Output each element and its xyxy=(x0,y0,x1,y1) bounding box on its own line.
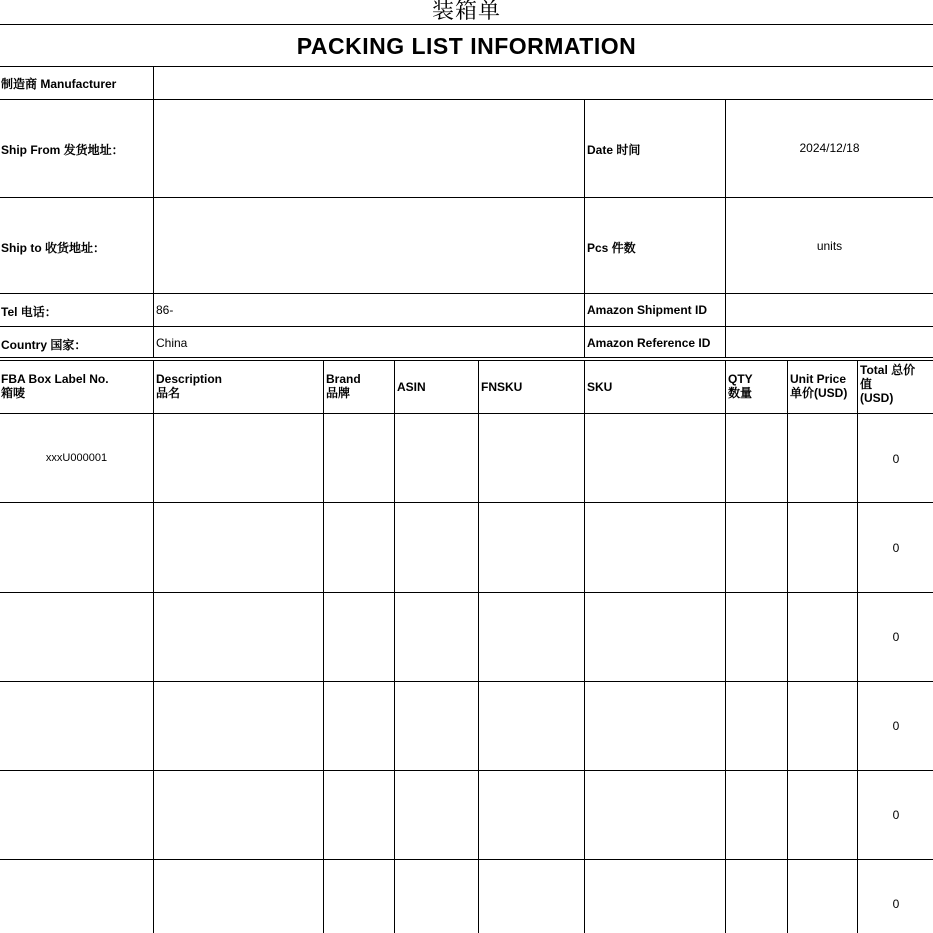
grid-line xyxy=(153,360,154,933)
col-total-en: Total 总价 xyxy=(860,363,916,377)
shipment-id-label: Amazon Shipment ID xyxy=(587,303,708,317)
col-description-header xyxy=(156,372,222,400)
col-description-en: Description xyxy=(156,372,223,386)
col-asin-header: ASIN xyxy=(397,380,426,394)
grid-line xyxy=(394,360,395,933)
grid-line xyxy=(153,66,154,357)
col-unit-price-header xyxy=(790,372,847,400)
date-label: Date 时间 xyxy=(587,143,641,157)
row-5-total: 0 xyxy=(892,808,900,822)
grid-line xyxy=(787,360,788,933)
grid-line xyxy=(0,592,933,593)
col-brand-cn: 品牌 xyxy=(326,386,351,400)
grid-line xyxy=(857,360,858,933)
col-unit-price-cn: 单价(USD) xyxy=(790,386,848,400)
grid-line xyxy=(0,502,933,503)
grid-line xyxy=(0,770,933,771)
tel-label: Tel 电话： xyxy=(1,305,57,319)
grid-line xyxy=(584,360,585,933)
grid-line xyxy=(323,360,324,933)
grid-line xyxy=(0,99,933,100)
grid-line xyxy=(0,413,933,414)
tel-value: 86- xyxy=(156,303,174,317)
grid-line xyxy=(0,681,933,682)
row-1-total: 0 xyxy=(892,452,900,466)
reference-id-label: Amazon Reference ID xyxy=(587,336,711,350)
col-qty-header xyxy=(728,372,753,400)
ship-to-label: Ship to 收货地址： xyxy=(1,241,105,255)
col-fnsku-header: FNSKU xyxy=(481,380,523,394)
date-value: 2024/12/18 xyxy=(799,141,860,155)
col-box-label-en: FBA Box Label No. xyxy=(1,372,109,386)
grid-line xyxy=(0,859,933,860)
row-3-total: 0 xyxy=(892,630,900,644)
col-sku-header: SKU xyxy=(587,380,613,394)
col-total-header xyxy=(860,363,915,405)
row-2-total: 0 xyxy=(892,541,900,555)
col-total-unit: (USD) xyxy=(860,391,894,405)
grid-line xyxy=(0,326,933,327)
pcs-value: units xyxy=(816,239,843,253)
grid-line xyxy=(0,360,933,361)
grid-line xyxy=(0,197,933,198)
grid-line xyxy=(0,24,933,25)
grid-line xyxy=(725,360,726,933)
col-brand-header xyxy=(326,372,361,400)
grid-line xyxy=(0,293,933,294)
col-brand-en: Brand xyxy=(326,372,361,386)
ship-from-label: Ship From 发货地址： xyxy=(1,143,124,157)
row-1-box-label: xxxU000001 xyxy=(45,452,108,464)
grid-line xyxy=(0,66,933,67)
col-total-cn: 值 xyxy=(860,377,873,391)
pcs-label: Pcs 件数 xyxy=(587,241,636,255)
row-4-total: 0 xyxy=(892,719,900,733)
col-box-label-cn: 箱唛 xyxy=(1,386,26,400)
country-value: China xyxy=(156,336,188,350)
grid-line xyxy=(478,360,479,933)
row-6-total: 0 xyxy=(892,897,900,911)
title-en: PACKING LIST INFORMATION xyxy=(296,33,637,59)
title-cn: 装箱单 xyxy=(431,0,501,24)
grid-line xyxy=(584,99,585,357)
col-unit-price-en: Unit Price xyxy=(790,372,847,386)
col-description-cn: 品名 xyxy=(156,386,181,400)
country-label: Country 国家： xyxy=(1,338,87,352)
manufacturer-label: 制造商 Manufacturer xyxy=(1,77,117,91)
col-box-label-header xyxy=(1,372,109,400)
grid-line xyxy=(725,99,726,357)
col-qty-cn: 数量 xyxy=(728,386,753,400)
grid-line xyxy=(0,357,933,358)
col-qty-en: QTY xyxy=(728,372,753,386)
